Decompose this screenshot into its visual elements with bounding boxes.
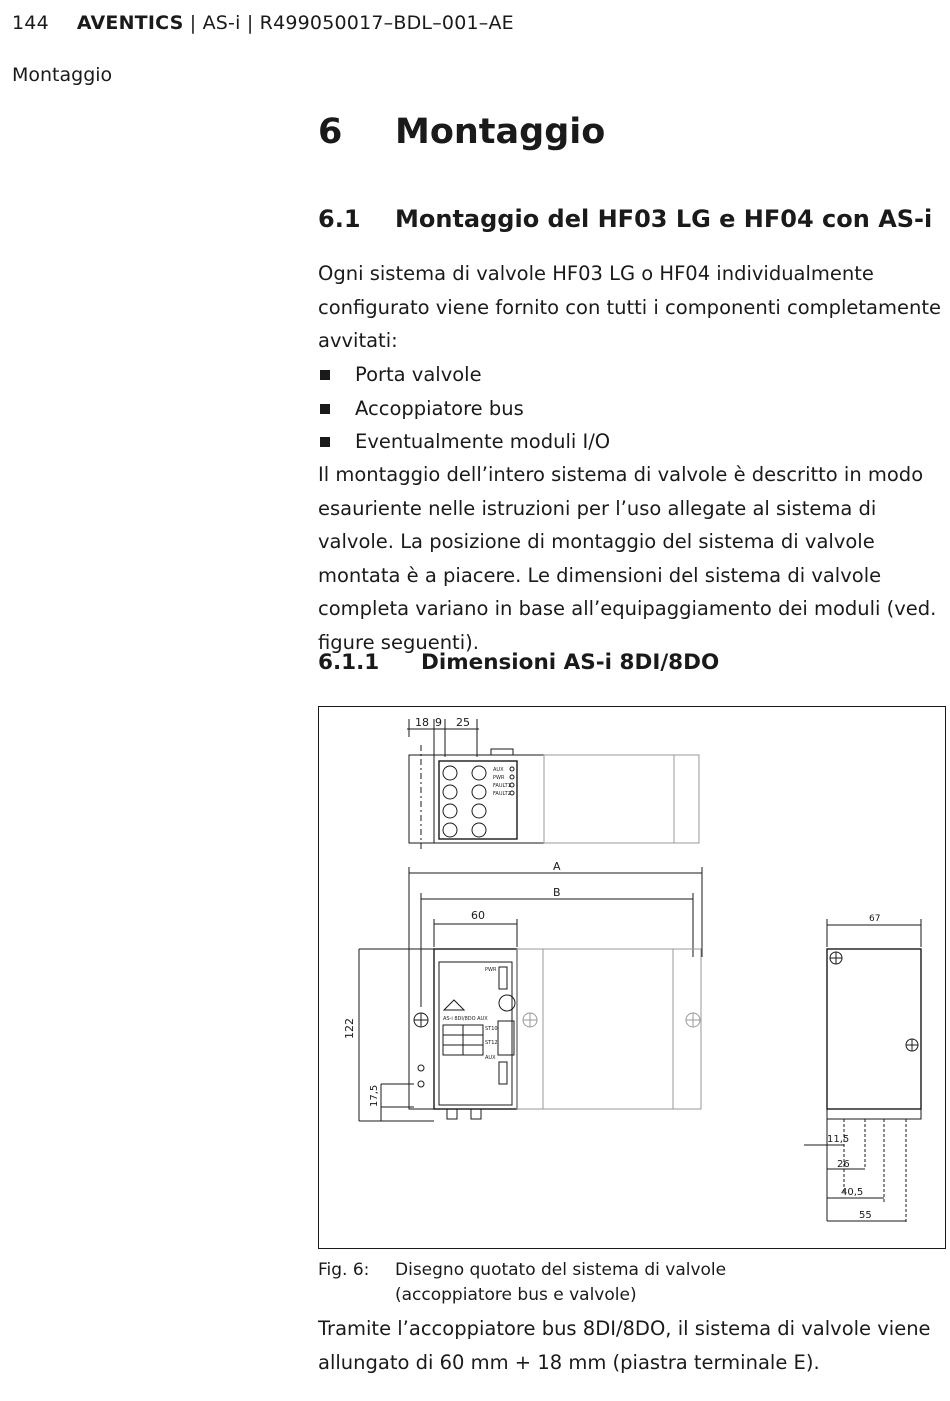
dim-40-5: 40,5 (841, 1187, 864, 1198)
dim-top-9: 9 (435, 716, 442, 729)
figure-caption (318, 1258, 726, 1308)
panel-label-st10: ST10 (485, 1026, 498, 1032)
caption-line-2: (accoppiatore bus e valvole) (395, 1285, 637, 1305)
dim-60: 60 (471, 909, 485, 922)
section-title: Montaggio del HF03 LG e HF04 con AS-i (395, 205, 933, 233)
figure-label: Fig. 6: (318, 1260, 370, 1280)
list-item: Eventualmente moduli I/O (318, 425, 610, 459)
dim-17-5: 17,5 (369, 1084, 380, 1107)
technical-drawing (319, 707, 947, 1250)
list-item: Accoppiatore bus (318, 392, 610, 426)
chapter-heading (318, 112, 605, 152)
panel-label-aux: AUX (485, 1055, 496, 1061)
dim-top-25: 25 (456, 716, 470, 729)
intro-paragraph: Ogni sistema di valvole HF03 LG o HF04 individualmente configurato viene fornito con tutti i componenti completamente avvitati: (318, 262, 942, 352)
dim-26: 26 (837, 1159, 850, 1170)
page-header (12, 12, 514, 34)
led-label-fault2: FAULT2 (493, 791, 511, 797)
brand-name: AVENTICS (76, 12, 184, 34)
chapter-number: 6 (318, 112, 343, 152)
dim-55: 55 (859, 1210, 872, 1221)
subsection-number: 6.1.1 (318, 650, 380, 675)
component-list (318, 358, 610, 459)
section-breadcrumb: Montaggio (12, 64, 113, 86)
subsection-title: Dimensioni AS-i 8DI/8DO (421, 650, 720, 675)
dim-122: 122 (343, 1018, 356, 1039)
dim-B: B (553, 886, 561, 899)
dimension-drawing (318, 706, 946, 1249)
led-label-fault1: FAULT1 (493, 783, 511, 789)
panel-label-st12: ST12 (485, 1040, 498, 1046)
dim-67: 67 (869, 914, 881, 924)
document-reference: | AS-i | R499050017–BDL–001–AE (189, 12, 514, 34)
dim-11-5: 11,5 (827, 1134, 850, 1145)
led-label-aux: AUX (493, 767, 504, 773)
front-view (409, 949, 701, 1119)
subsection-heading (318, 650, 719, 675)
dim-top-18: 18 (415, 716, 429, 729)
section-heading (318, 205, 932, 233)
section-number: 6.1 (318, 205, 361, 233)
front-view-dimensions (343, 860, 702, 1121)
panel-label-model: AS-i 8DI/8DO AUX (443, 1016, 488, 1022)
bullet-square-icon (320, 370, 330, 380)
bullet-square-icon (320, 404, 330, 414)
side-view (804, 914, 921, 1222)
list-item: Porta valvole (318, 358, 610, 392)
top-view (407, 716, 699, 852)
page-number: 144 (12, 12, 49, 34)
closing-paragraph: Tramite l’accoppiatore bus 8DI/8DO, il sistema di valvole viene allungato di 60 mm + 18 mm (piastra terminale E). (318, 1317, 931, 1374)
panel-label-pwr: PWR (485, 967, 497, 973)
dim-A: A (553, 860, 561, 873)
mounting-paragraph: Il montaggio dell’intero sistema di valvole è descritto in modo esauriente nelle istruzioni per l’uso allegate al sistema di valvole. La posizione di montaggio del sistema di valvole montata è a piacere. Le dimensioni del sistema di valvole completa variano in base all’equipaggiamento dei moduli (ved. figure seguenti). (318, 463, 937, 654)
chapter-title: Montaggio (395, 112, 606, 152)
led-label-pwr: PWR (493, 775, 505, 781)
bullet-square-icon (320, 437, 330, 447)
caption-line-1: Disegno quotato del sistema di valvole (395, 1260, 727, 1280)
